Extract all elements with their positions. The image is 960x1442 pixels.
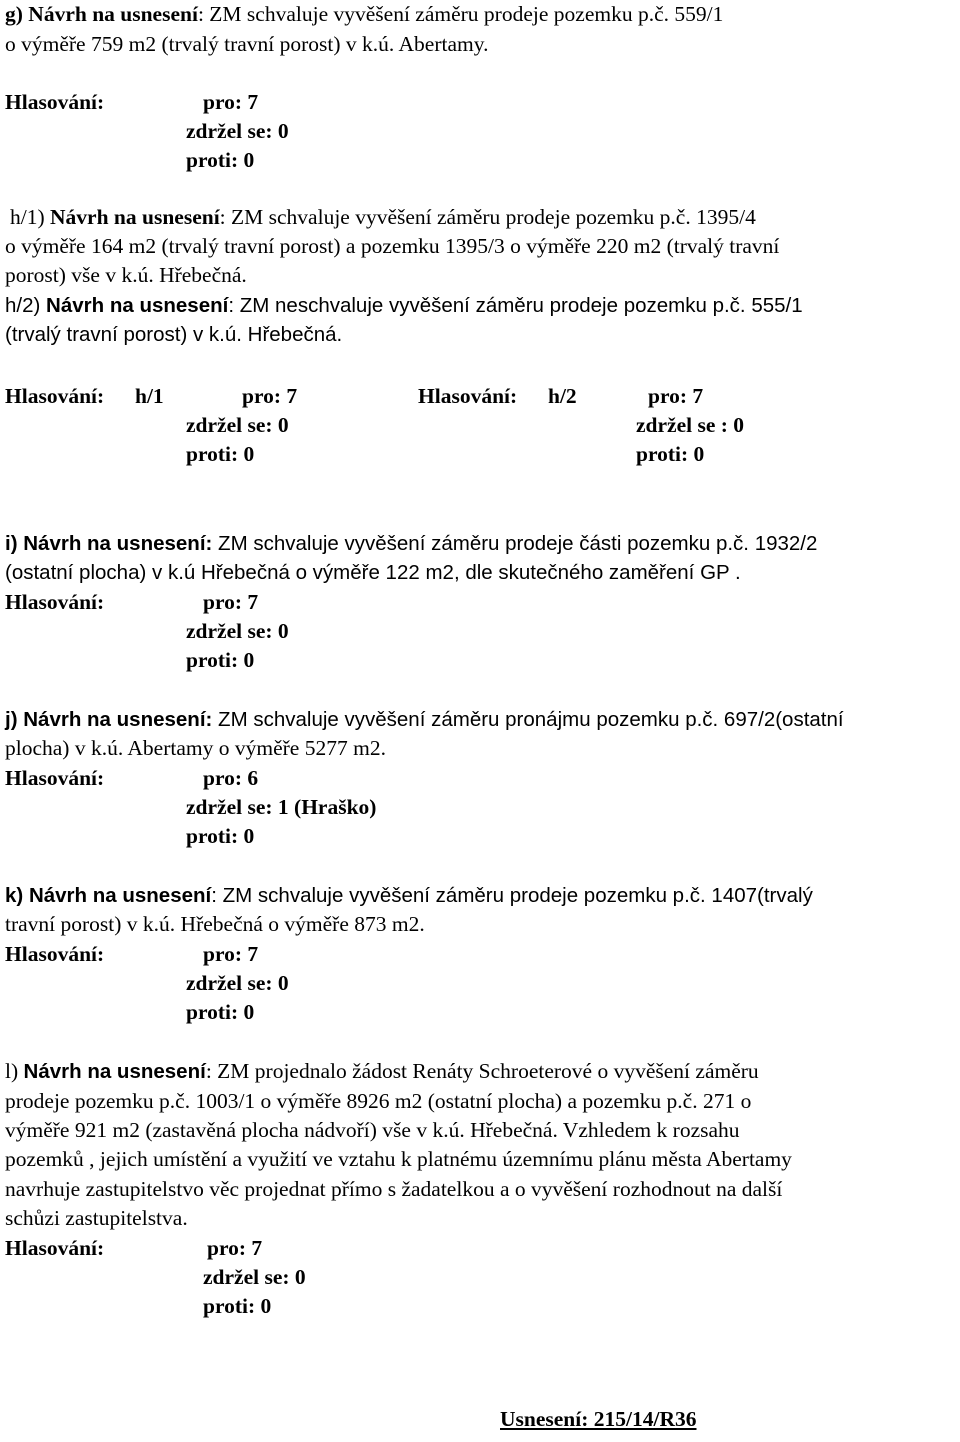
k-vote-proti: proti: 0 (186, 1000, 255, 1024)
i-letter: i) (5, 532, 18, 555)
k-title: Návrh na usnesení (28, 884, 212, 907)
h2-vote-pro: pro: 7 (648, 384, 704, 408)
j-letter: j) (5, 708, 18, 731)
h1-vote-pro: pro: 7 (242, 384, 298, 408)
l-title: Návrh na usnesení (23, 1060, 206, 1083)
j-vote-proti: proti: 0 (186, 824, 255, 848)
i-line-2: (ostatní plocha) v k.ú Hřebečná o výměře 122 m2, dle skutečného zaměření GP . (5, 561, 741, 584)
j-vote-label: Hlasování: (5, 766, 105, 790)
i-vote-proti: proti: 0 (186, 648, 255, 672)
l-vote-pro: pro: 7 (207, 1236, 263, 1260)
h2-vote-proti: proti: 0 (636, 442, 705, 466)
h2-title: Návrh na usnesení (46, 294, 229, 317)
k-line-1-text: : ZM schvaluje vyvěšení záměru prodeje pozemku p.č. 1407(trvalý (211, 884, 813, 907)
i-line-1 (5, 529, 817, 559)
k-vote-label: Hlasování: (5, 942, 105, 966)
i-vote-pro: pro: 7 (203, 590, 259, 614)
l-vote-zdrzel: zdržel se: 0 (203, 1265, 306, 1289)
k-letter: k) (5, 884, 24, 907)
g-title: Návrh na usnesení (28, 2, 198, 26)
h2-vote-label: Hlasování: (418, 384, 518, 408)
k-line-1 (5, 881, 813, 911)
l-line-6: schůzi zastupitelstva. (5, 1206, 188, 1230)
k-line-2: travní porost) v k.ú. Hřebečná o výměře 873 m2. (5, 912, 425, 936)
g-line-1 (5, 0, 723, 30)
g-line-1-text: : ZM schvaluje vyvěšení záměru prodeje pozemku p.č. 559/1 (197, 2, 724, 26)
h1-title: Návrh na usnesení (50, 205, 220, 229)
h1-vote-tag: h/1 (135, 384, 164, 408)
i-title: Návrh na usnesení: (23, 532, 213, 555)
i-vote-zdrzel: zdržel se: 0 (186, 619, 289, 643)
i-line-1-text: ZM schvaluje vyvěšení záměru prodeje části pozemku p.č. 1932/2 (212, 532, 818, 555)
j-line-1 (5, 705, 844, 735)
j-vote-zdrzel: zdržel se: 1 (Hraško) (186, 795, 377, 819)
g-vote-label: Hlasování: (5, 90, 105, 114)
g-vote-proti: proti: 0 (186, 148, 255, 172)
h1-vote-proti: proti: 0 (186, 442, 255, 466)
k-vote-zdrzel: zdržel se: 0 (186, 971, 289, 995)
j-line-1-text: ZM schvaluje vyvěšení záměru pronájmu pozemku p.č. 697/2(ostatní (212, 708, 844, 731)
h1-line-2: o výměře 164 m2 (trvalý travní porost) a pozemku 1395/3 o výměře 220 m2 (trvalý travní (5, 234, 780, 258)
h1-vote-zdrzel: zdržel se: 0 (186, 413, 289, 437)
g-vote-zdrzel: zdržel se: 0 (186, 119, 289, 143)
j-line-2: plocha) v k.ú. Abertamy o výměře 5277 m2. (5, 736, 386, 760)
h2-vote-tag: h/2 (548, 384, 577, 408)
l-vote-label: Hlasování: (5, 1236, 105, 1260)
h1-vote-label: Hlasování: (5, 384, 105, 408)
j-vote-pro: pro: 6 (203, 766, 259, 790)
resolution-number: Usnesení: 215/14/R36 (500, 1407, 697, 1431)
l-line-5: navrhuje zastupitelstvo věc projednat přímo s žadatelkou a o vyvěšení rozhodnout na další (5, 1177, 783, 1201)
l-line-4: pozemků , jejich umístění a využití ve vztahu k platnému územnímu plánu města Abertamy (5, 1147, 792, 1171)
l-line-1-text: : ZM projednalo žádost Renáty Schroeterové o vyvěšení záměru (205, 1059, 759, 1083)
h1-line-3: porost) vše v k.ú. Hřebečná. (5, 263, 247, 287)
l-line-2: prodeje pozemku p.č. 1003/1 o výměře 8926 m2 (ostatní plocha) a pozemku p.č. 271 o (5, 1089, 752, 1113)
h1-prefix: h/1) (10, 205, 45, 229)
k-vote-pro: pro: 7 (203, 942, 259, 966)
h2-vote-zdrzel: zdržel se : 0 (636, 413, 745, 437)
l-line-1 (5, 1057, 759, 1087)
h2-line-1-text: : ZM neschvaluje vyvěšení záměru prodeje pozemku p.č. 555/1 (228, 294, 803, 317)
l-line-3: výměře 921 m2 (zastavěná plocha nádvoří) vše v k.ú. Hřebečná. Vzhledem k rozsahu (5, 1118, 740, 1142)
g-letter: g) (5, 2, 23, 26)
h2-line-2: (trvalý travní porost) v k.ú. Hřebečná. (5, 323, 343, 346)
g-vote-pro: pro: 7 (203, 90, 259, 114)
h2-prefix: h/2) (5, 294, 41, 317)
h1-line-1 (10, 203, 756, 233)
h1-line-1-text: : ZM schvaluje vyvěšení záměru prodeje pozemku p.č. 1395/4 (219, 205, 756, 229)
l-letter: l) (5, 1059, 19, 1083)
h2-line-1 (5, 291, 803, 321)
l-vote-proti: proti: 0 (203, 1294, 272, 1318)
j-title: Návrh na usnesení: (23, 708, 213, 731)
i-vote-label: Hlasování: (5, 590, 105, 614)
g-line-2: o výměře 759 m2 (trvalý travní porost) v k.ú. Abertamy. (5, 32, 489, 56)
